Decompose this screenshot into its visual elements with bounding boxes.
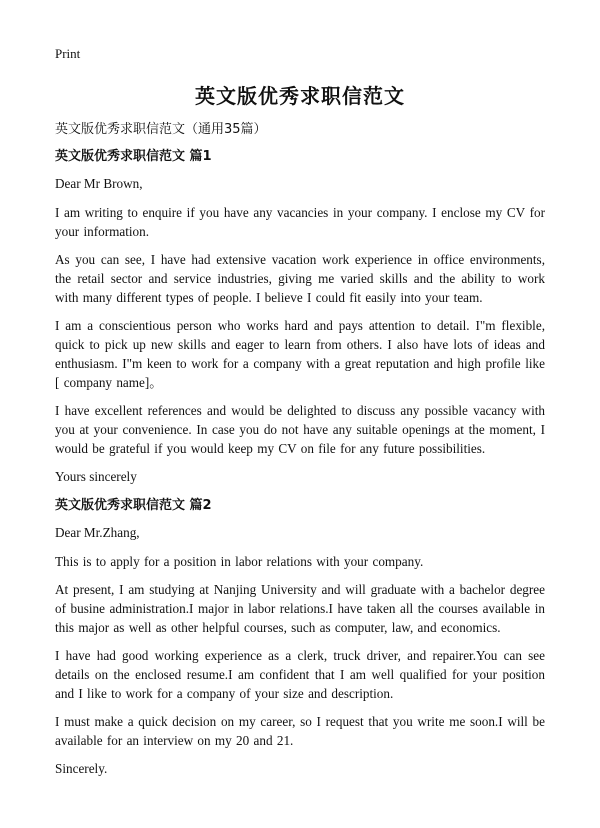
letter-paragraph: This is to apply for a position in labor relations with your company.: [55, 554, 424, 569]
document-subtitle: 英文版优秀求职信范文（通用35篇）: [55, 122, 267, 137]
letter-heading: 英文版优秀求职信范文 篇2: [55, 498, 212, 513]
print-label: Print: [55, 46, 81, 61]
letter-1: [55, 147, 545, 486]
page-title: 英文版优秀求职信范文: [195, 84, 405, 108]
letter-paragraph: I am a conscientious person who works hard and pays attention to detail. I"m flexible, quick to pick up new skills and eager to learn from others. I also have lots of ideas and enthusiasm. I"m keen to work for a company with a great reputation and high profile like [ company name]。: [55, 318, 545, 390]
letter-salutation: Dear Mr.Zhang,: [55, 525, 140, 540]
letter-paragraph: I have had good working experience as a clerk, truck driver, and repairer.You can see details on the enclosed resume.I am confident that I am well qualified for your position and I like to work for a company of your size and description.: [55, 648, 545, 701]
letter-paragraph: I must make a quick decision on my career, so I request that you write me soon.I will be available for an interview on my 20 and 21.: [55, 714, 545, 748]
letter-closing: Yours sincerely: [55, 469, 137, 484]
letter-paragraph: I am writing to enquire if you have any vacancies in your company. I enclose my CV for your information.: [55, 205, 545, 239]
letter-salutation: Dear Mr Brown,: [55, 176, 143, 191]
letter-paragraph: I have excellent references and would be delighted to discuss any possible vacancy with you at your convenience. In case you do not have any suitable openings at the moment, I would be grateful if you would keep my CV on file for any future possibilities.: [55, 403, 545, 456]
letter-paragraph: As you can see, I have had extensive vacation work experience in office environments, the retail sector and service industries, giving me varied skills and the ability to work with many different types of people. I believe I could fit easily into your team.: [55, 252, 545, 305]
letter-closing: Sincerely.: [55, 761, 108, 776]
letter-heading: 英文版优秀求职信范文 篇1: [55, 149, 212, 164]
document-body: [55, 118, 545, 788]
letter-paragraph: At present, I am studying at Nanjing University and will graduate with a bachelor degree of busine administration.I major in labor relations.I have taken all the courses available in this major as well as other helpful courses, such as computer, law, and economics.: [55, 582, 545, 635]
letter-2: [55, 496, 545, 778]
